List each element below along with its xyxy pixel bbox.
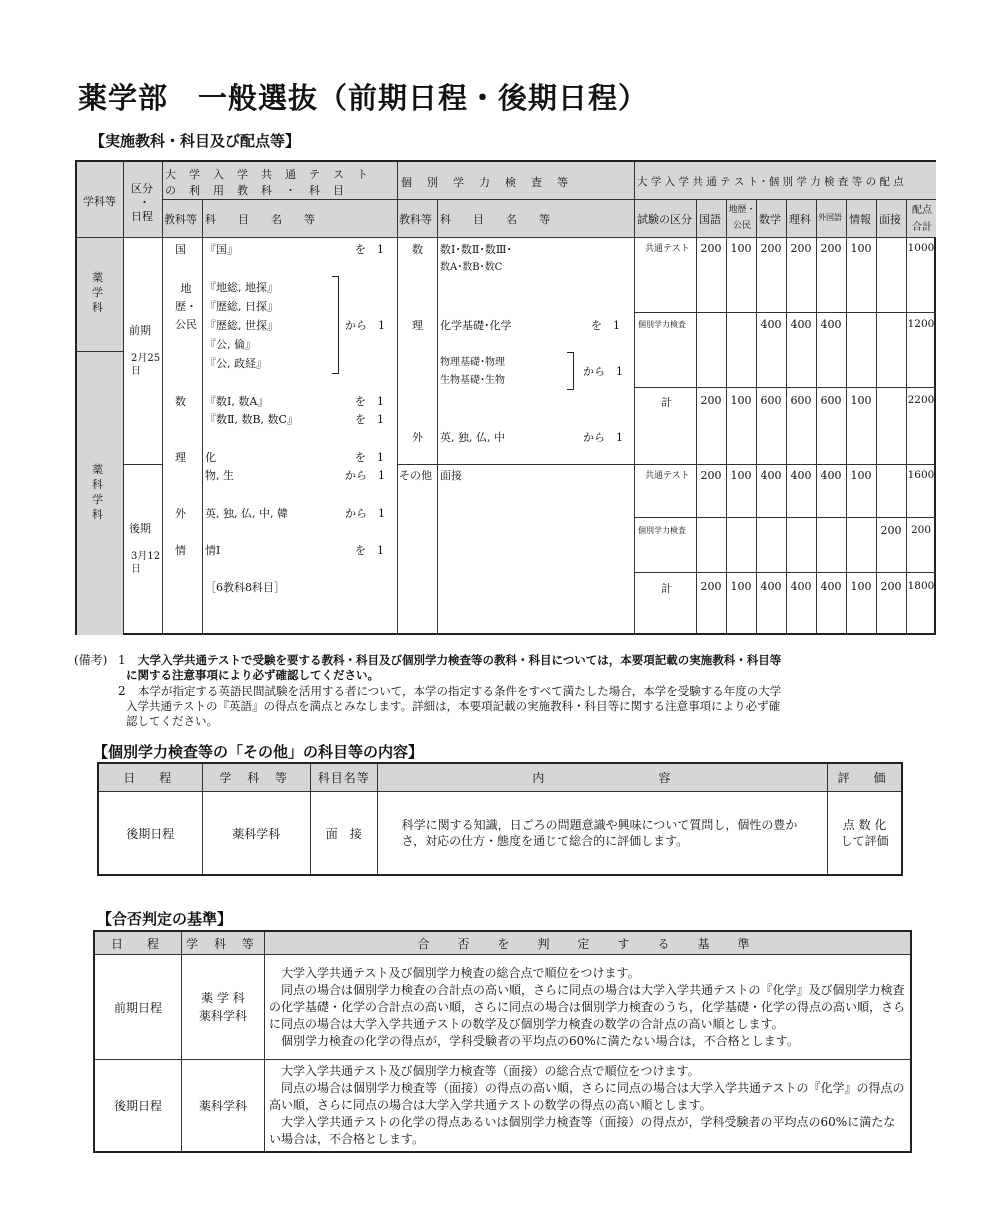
common-kyoka: 地歴・公民 [175,282,197,331]
score-cell: 400 [820,469,842,482]
indiv-kamoku: 数Ⅰ･数Ⅱ･数Ⅲ･ [440,243,512,256]
common-rule: から 1 [345,319,385,332]
score-cell: 1000 [907,242,935,254]
score-cell: 100 [850,242,872,255]
common-kyoka: 外 [175,507,186,520]
date-zenki: 2月25日 [131,353,161,377]
cell-schedule: 後期日程 [98,792,202,876]
note-1-num: 1 [118,653,126,667]
common-rule: を 1 [355,544,384,557]
score-cell: 200 [820,242,842,255]
indiv-kamoku: 生物基礎･生物 [440,375,505,386]
score-row-type: 計 [661,396,672,409]
header-mensetsu: 面接 [879,213,901,226]
common-rule: を 1 [355,243,384,256]
common-kamoku: 英, 独, 仏, 中, 韓 [205,507,288,520]
common-kamoku: 物, 生 [205,469,234,482]
cell-criteria-kouki [265,1060,912,1152]
note-1-line1: 大学入学共通テストで受験を要する教科・科目及び個別学力検査等の教科・科目については，本要項記載の実施教科・科目等 [138,653,782,667]
header-subject: 科目名等 [310,763,377,792]
score-cell: 200 [700,242,722,255]
cell-criteria-zenki [265,955,912,1060]
score-cell: 100 [850,469,872,482]
common-kamoku: 『数Ⅰ, 数A』 [205,395,269,408]
cell-content: 科学に関する知識，日ごろの問題意識や興味について質問し，個性の豊かさ，対応の仕方・態度を通じて総合的に評価します。 [377,792,828,876]
common-rule: から 1 [345,469,385,482]
score-cell: 100 [730,580,752,593]
criteria-line: 同点の場合は個別学力検査等（面接）の得点の高い順，さらに同点の場合は大学入学共通テストの『化学』の得点の高い順，さらに同点の場合は大学入学共通テストの数学の得点の高い順とします。 [269,1080,905,1112]
score-cell: 1800 [907,580,935,592]
common-rule: を 1 [355,451,384,464]
score-cell: 400 [820,318,842,331]
header-kubun: 区分 [131,182,153,195]
header-exam-type: 試験の区分 [637,213,692,226]
common-rule: を 1 [355,395,384,408]
cell-subject: 面 接 [310,792,377,876]
indiv-kyoka: 理 [412,319,423,332]
score-row-type: 個別学力検査 [638,320,686,329]
other-subject-table [97,762,903,876]
common-kyoka: 数 [175,395,186,408]
indiv-kamoku: 英, 独, 仏, 中 [440,431,505,444]
common-kyoka: 情 [175,544,186,557]
common-kamoku: 『公, 倫』 [205,338,256,351]
score-cell: 100 [850,394,872,407]
score-cell: 100 [730,242,752,255]
common-kamoku: 『数Ⅱ, 数B, 数C』 [205,413,298,426]
header-common-test: 大 学 入 学 共 通 テ ス ト [165,168,369,181]
common-total: ［6教科8科目］ [205,581,285,594]
common-kamoku: 『公, 政経』 [205,357,267,370]
header-common-test-sub: の 利 用 教 科 ・ 科 目 [165,184,345,197]
note-2-line2: 入学共通テストの『英語』の得点を満点とみなします。詳細は，本要項記載の実施教科・科目等に関する注意事項により必ず確 [126,699,781,713]
common-kyoka: 国 [175,243,186,256]
header-nittei: 日程 [131,210,153,223]
subjects-score-table [75,160,936,635]
score-row-type: 個別学力検査 [638,526,686,535]
common-kamoku: 情Ⅰ [205,544,221,557]
indiv-rule: から 1 [583,365,623,378]
score-cell: 400 [790,580,812,593]
note-2-line3: 認してください。 [126,714,218,728]
header-total: 配点合計 [912,205,932,233]
common-kamoku: 化 [205,451,216,464]
score-cell: 100 [730,469,752,482]
note-2-line1: 本学が指定する英語民間試験を活用する者について，本学の指定する条件をすべて満たした場合，本学を受験する年度の大学 [138,684,782,698]
criteria-line: 同点の場合は個別学力検査の合計点の高い順，さらに同点の場合は大学入学共通テストの『化学』及び個別学力検査の化学基礎・化学の合計点の高い順，さらに同点の場合は個別学力検査のうち，化学基礎・化学の得点の高い順，さらに同点の場合は大学入学共通テストの数学及び個別学力検査の数学の合計点の高い順とします。 [269,982,906,1031]
indiv-kamoku: 化学基礎･化学 [440,319,512,332]
cell-schedule-zenki: 前期日程 [94,955,182,1060]
common-rule: から 1 [345,507,385,520]
header-rika: 理科 [789,213,811,226]
score-cell: 200 [790,242,812,255]
indiv-kyoka: その他 [399,469,432,482]
schedule-kouki: 後期 [129,522,151,535]
score-cell: 1600 [907,469,935,481]
score-cell: 200 [700,469,722,482]
note-1-line2: に関する注意事項により必ず確認してください。 [126,668,379,682]
indiv-kamoku: 数A･数B･数C [440,262,503,273]
header-kamoku-2: 科 目 名 等 [440,213,550,226]
common-kamoku: 『歴総, 世探』 [205,319,278,332]
indiv-rule: から 1 [583,431,623,444]
score-cell: 200 [700,394,722,407]
common-kamoku: 『歴総, 日探』 [205,300,278,313]
dept-yakkagaku: 薬科学科 [92,463,103,521]
score-cell: 100 [730,394,752,407]
bracket [567,352,574,390]
score-cell: 200 [760,242,782,255]
dept-yakugaku: 薬学科 [92,271,103,314]
score-cell: 1200 [907,318,935,330]
dept-yakugaku: 薬 学 科 [201,991,245,1005]
header-chireki: 地歴・公民 [728,205,756,231]
header-kamoku: 科 目 名 等 [205,213,315,226]
header-dept: 学 科 等 [202,763,310,792]
common-kamoku: 『地総, 地探』 [205,281,278,294]
header-kokugo: 国語 [699,213,721,226]
indiv-kyoka: 数 [412,243,423,256]
header-eval: 評 価 [828,763,902,792]
score-cell: 600 [760,394,782,407]
header-kyoka: 教科等 [164,213,197,226]
score-cell: 2200 [907,394,935,406]
cell-dept: 薬科学科 [202,792,310,876]
criteria-table [93,930,912,1153]
cell-dept-zenki [182,955,265,1060]
section-heading-criteria: 【合否判定の基準】 [97,910,233,928]
score-cell: 400 [760,469,782,482]
score-cell: 400 [760,580,782,593]
dept-yakkagaku: 薬科学科 [198,1009,247,1023]
criteria-line: 大学入学共通テストの化学の得点あるいは個別学力検査等（面接）の得点が，学科受験者の平均点の60%に満たない場合は，不合格とします。 [269,1114,896,1146]
score-cell: 600 [790,394,812,407]
header-dept: 学 科 等 [182,931,265,955]
header-kyoka-2: 教科等 [399,213,432,226]
schedule-zenki: 前期 [129,324,151,337]
score-cell: 200 [880,524,902,537]
header-allocation: 大 学 入 学 共 通 テ ス ト・個 別 学 力 検 査 等 の 配 点 [637,176,904,188]
date-kouki: 3月12日 [131,551,161,575]
score-cell: 400 [760,318,782,331]
indiv-kyoka: 外 [412,431,423,444]
score-cell: 600 [820,394,842,407]
header-content: 内 容 [377,763,828,792]
bracket [332,276,339,374]
common-rule: を 1 [355,413,384,426]
score-cell: 400 [790,469,812,482]
criteria-line: 大学入学共通テスト及び個別学力検査の総合点で順位をつけます。 [281,965,640,980]
cell-eval: 点 数 化して評価 [828,792,902,876]
score-row-type: 共通テスト [645,471,690,481]
score-cell: 400 [790,318,812,331]
header-dept: 学科等 [83,195,116,208]
header-kubun-dot: ・ [139,196,150,209]
indiv-kamoku: 物理基礎･物理 [440,357,505,368]
header-sugaku: 数学 [759,213,781,226]
section-heading-other: 【個別学力検査等の「その他」の科目等の内容】 [93,743,424,761]
header-gaikokugo: 外国語 [818,213,842,222]
cell-dept-kouki: 薬科学科 [182,1060,265,1152]
criteria-line: 個別学力検査の化学の得点が，学科受験者の平均点の60%に満たない場合は，不合格とします。 [281,1033,799,1048]
score-cell: 100 [850,580,872,593]
criteria-line: 大学入学共通テスト及び個別学力検査等（面接）の総合点で順位をつけます。 [281,1063,700,1078]
page-title: 薬学部 一般選抜（前期日程・後期日程） [78,81,649,115]
header-schedule: 日 程 [94,931,182,955]
score-cell: 400 [820,580,842,593]
header-individual: 個 別 学 力 検 査 等 [401,176,570,189]
header-joho: 情報 [849,213,871,226]
note-2-num: 2 [118,684,126,698]
header-schedule: 日 程 [98,763,202,792]
indiv-rule: を 1 [591,319,620,332]
score-cell: 200 [700,580,722,593]
header-criteria: 合 否 を 判 定 す る 基 準 [265,931,912,955]
common-kamoku: 『国』 [205,243,238,256]
score-cell: 200 [910,524,932,536]
score-row-type: 計 [661,582,672,595]
common-kyoka: 理 [175,451,186,464]
score-row-type: 共通テスト [645,244,690,254]
notes-label: (備考) [74,653,108,667]
indiv-kamoku: 面接 [440,469,462,482]
cell-schedule-kouki: 後期日程 [94,1060,182,1152]
score-cell: 200 [880,580,902,593]
section-heading-subjects: 【実施教科・科目及び配点等】 [90,132,301,150]
